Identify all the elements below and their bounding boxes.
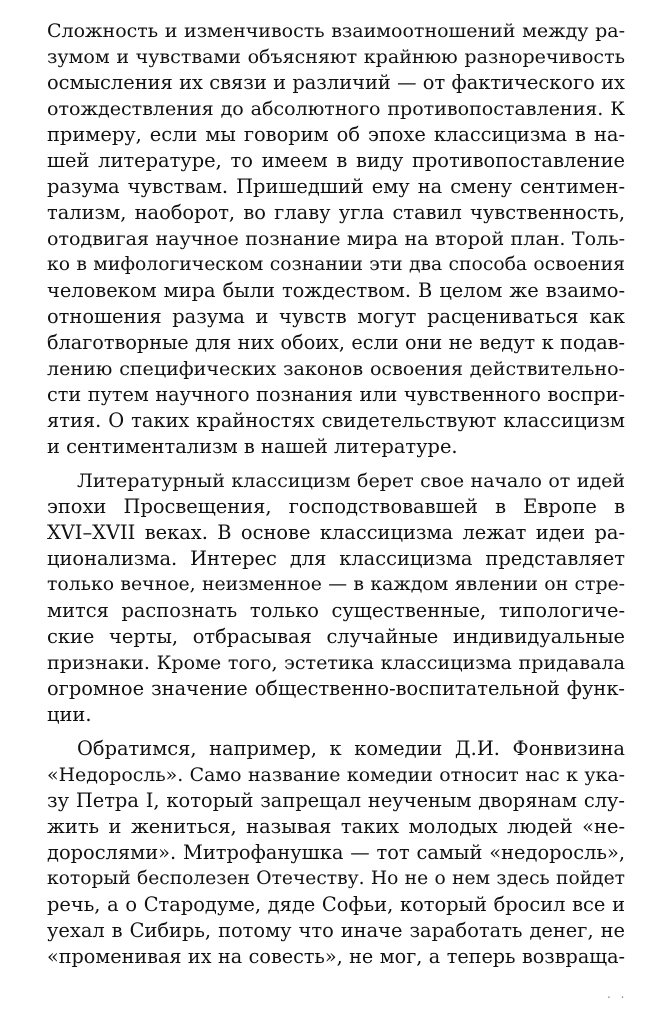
text-line: Обратимся, например, к комедии Д.И. Фонвизина bbox=[77, 737, 625, 760]
paragraph-2 bbox=[47, 468, 625, 728]
document-page bbox=[47, 18, 625, 970]
text-line: ко в мифологическом сознании эти два способа освоения bbox=[47, 254, 625, 275]
text-line: признаки. Кроме того, эстетика классицизма придавала bbox=[47, 651, 625, 674]
text-line: Литературный классицизм берет свое начало от идей bbox=[77, 470, 625, 492]
text-line: XVI–XVII веках. В основе классицизма лежат идеи ра- bbox=[47, 521, 625, 544]
paragraph-spacer bbox=[47, 728, 625, 736]
footer-marks: . . bbox=[607, 987, 628, 1001]
text-line: осмысления их связи и различий — от фактического их bbox=[47, 71, 625, 94]
text-line: мится распознать только существенные, типологиче- bbox=[47, 599, 625, 622]
paragraph-3 bbox=[47, 736, 625, 970]
text-line: отодвигая научное познание мира на второй план. Толь- bbox=[47, 228, 625, 250]
text-line: ские черты, отбрасывая случайные индивидуальные bbox=[47, 625, 625, 648]
text-line: примеру, если мы говорим об эпохе классицизма в на- bbox=[47, 123, 625, 146]
text-line: лению специфических законов освоения действительно- bbox=[47, 358, 625, 380]
text-line: человеком мира были тождеством. В целом же взаимо- bbox=[47, 279, 625, 302]
text-line: жить и жениться, называя таких молодых людей «не- bbox=[47, 815, 625, 838]
text-line: зумом и чувствами объясняют крайнюю разноречивость bbox=[47, 46, 625, 68]
text-line: благотворные для них обоих, если они не ведут к подав- bbox=[47, 331, 625, 354]
paragraph-spacer bbox=[47, 460, 625, 468]
text-line: ятия. О таких крайностях свидетельствуют классицизм bbox=[47, 409, 625, 432]
text-line: который бесполезен Отечеству. Но не о нем здесь пойдет bbox=[47, 868, 625, 889]
text-line: шей литературе, то имеем в виду противопоставление bbox=[47, 149, 625, 172]
text-line: разума чувствам. Пришедший ему на смену сентимен- bbox=[47, 175, 625, 198]
text-line: ции. bbox=[47, 703, 92, 726]
text-line: Сложность и изменчивость взаимоотношений между ра- bbox=[47, 20, 625, 42]
text-line: уехал в Сибирь, потому что иначе заработать денег, не bbox=[47, 919, 625, 942]
text-line: эпохи Просвещения, господствовавшей в Европе в bbox=[47, 495, 625, 518]
text-line: «променивая их на совесть», не мог, а теперь возвраща- bbox=[47, 945, 625, 968]
text-line: речь, а о Стародуме, дяде Софьи, который бросил все и bbox=[47, 893, 625, 916]
text-line: только вечное, неизменное — в каждом явлении он стре- bbox=[47, 574, 625, 595]
text-line: огромное значение общественно-воспитательной функ- bbox=[47, 677, 625, 700]
text-line: зу Петра I, который запрещал неученым дворянам слу- bbox=[47, 789, 625, 812]
text-line: дорослями». Митрофанушка — тот самый «недоросль», bbox=[47, 841, 625, 864]
text-line: сти путем научного познания или чувственного воспри- bbox=[47, 383, 625, 406]
text-line: ционализма. Интерес для классицизма представляет bbox=[47, 547, 625, 570]
text-line: тализм, наоборот, во главу угла ставил чувственность, bbox=[47, 201, 625, 224]
text-line: отношения разума и чувств могут расцениваться как bbox=[47, 305, 625, 328]
text-line: и сентиментализм в нашей литературе. bbox=[47, 435, 458, 458]
text-line: отождествления до абсолютного противопоставления. К bbox=[47, 98, 625, 120]
text-line: «Недоросль». Само название комедии относит нас к ука- bbox=[47, 764, 625, 786]
paragraph-1 bbox=[47, 18, 625, 460]
